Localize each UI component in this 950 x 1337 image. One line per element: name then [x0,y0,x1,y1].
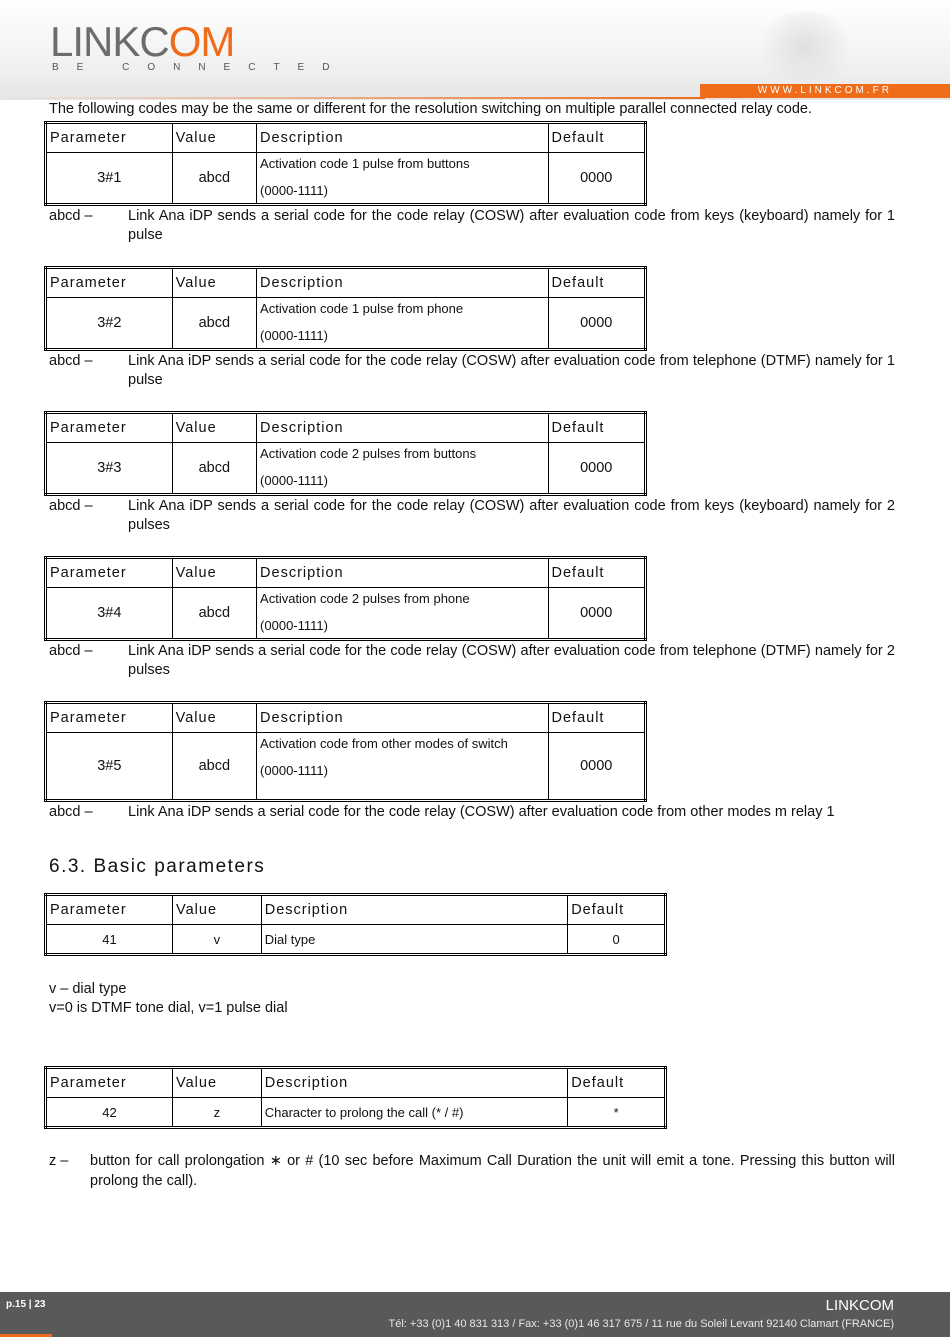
note-key: abcd – [49,353,93,369]
note-text: Link Ana iDP sends a serial code for the code relay (COSW) after evaluation code from telephone (DTMF) namely for 1 pulse [128,353,895,388]
logo-accent-text: OM [168,18,235,65]
table-header-row [46,895,666,925]
header-description: Description [261,895,567,925]
description-text: Activation code 2 pulses from phone [260,591,470,606]
header-value: Value [173,895,262,925]
header-description: Description [261,1068,567,1098]
table-header-row [46,703,646,733]
header-parameter: Parameter [46,895,173,925]
footer-company: LINKCOM [825,1297,894,1314]
header-divider [0,97,705,99]
header-default: Default [548,268,646,298]
page-number: p.15 | 23 [6,1299,46,1310]
header-description: Description [257,558,548,588]
header-description: Description [257,703,548,733]
cell-default: 0000 [548,298,646,350]
note-key: abcd – [49,804,93,820]
header-description: Description [257,413,548,443]
table-row [46,443,646,495]
header-value: Value [172,703,256,733]
description-text: Activation code 1 pulse from buttons [260,156,470,171]
header-description: Description [257,123,548,153]
param-table-3-2 [44,266,647,351]
cell-description [257,443,548,495]
table-header-row [46,558,646,588]
cell-parameter: 3#5 [46,733,173,801]
param-table-41 [44,893,667,956]
cell-default: 0 [568,925,666,955]
cell-value: abcd [172,733,256,801]
cell-value: abcd [172,298,256,350]
cell-parameter: 3#4 [46,588,173,640]
description-text: Activation code from other modes of switch [260,736,508,751]
cell-parameter: 3#2 [46,298,173,350]
table-header-row [46,268,646,298]
cell-value: v [173,925,262,955]
param-table-3-1 [44,121,647,206]
param-note [49,642,895,680]
param-table-3-4 [44,556,647,641]
cell-default: 0000 [548,153,646,205]
note-text: Link Ana iDP sends a serial code for the code relay (COSW) after evaluation code from other modes m relay 1 [128,804,835,820]
cell-description: Dial type [261,925,567,955]
cell-value: abcd [172,153,256,205]
note-text: Link Ana iDP sends a serial code for the code relay (COSW) after evaluation code from keys (keyboard) namely for 2 pulses [128,498,895,533]
description-range: (0000-1111) [260,618,328,633]
param-note [49,497,895,535]
header-value: Value [172,558,256,588]
cell-description [257,733,548,801]
globe-decoration-icon [750,12,860,82]
table-header-row [46,1068,666,1098]
note-key: abcd – [49,208,93,224]
logo-tagline: BE CONNECTED [52,62,348,73]
header-default: Default [548,413,646,443]
note-text: Link Ana iDP sends a serial code for the code relay (COSW) after evaluation code from keys (keyboard) namely for 1 pulse [128,208,895,243]
header-parameter: Parameter [46,123,173,153]
page-header [0,0,950,100]
table-row [46,733,646,801]
description-text: Activation code 2 pulses from buttons [260,446,477,461]
note-key: abcd – [49,643,93,659]
table-header-row [46,413,646,443]
header-description: Description [257,268,548,298]
cell-description [257,153,548,205]
website-url: WWW.LINKCOM.FR [757,85,892,96]
cell-value: abcd [172,588,256,640]
page-footer [0,1292,950,1337]
cell-parameter: 41 [46,925,173,955]
dial-note-line: v=0 is DTMF tone dial, v=1 pulse dial [49,1000,288,1016]
description-range: (0000-1111) [260,183,328,198]
header-value: Value [172,268,256,298]
z-note [49,1151,895,1191]
header-default: Default [548,123,646,153]
param-table-3-5 [44,701,647,802]
header-value: Value [172,123,256,153]
table-header-row [46,123,646,153]
param-note [49,803,895,822]
intro-paragraph: The following codes may be the same or different for the resolution switching on multiple parallel connected relay code. [49,101,813,117]
param-note [49,352,895,390]
cell-default: 0000 [548,443,646,495]
header-value: Value [172,413,256,443]
param-note [49,207,895,245]
param-table-3-3 [44,411,647,496]
section-heading: 6.3. Basic parameters [49,856,266,877]
logo-main-text: LINKC [50,18,169,65]
description-range: (0000-1111) [260,328,328,343]
table-row [46,1098,666,1128]
cell-parameter: 3#3 [46,443,173,495]
cell-parameter: 42 [46,1098,173,1128]
cell-description [257,588,548,640]
cell-description [257,298,548,350]
header-default: Default [548,703,646,733]
header-default: Default [568,1068,666,1098]
param-table-42 [44,1066,667,1129]
table-row [46,925,666,955]
table-row [46,588,646,640]
cell-default: 0000 [548,588,646,640]
header-parameter: Parameter [46,268,173,298]
header-parameter: Parameter [46,558,173,588]
description-text: Activation code 1 pulse from phone [260,301,464,316]
header-default: Default [548,558,646,588]
dial-note-line: v – dial type [49,981,127,997]
company-logo [50,18,234,66]
note-text: button for call prolongation ∗ or # (10 sec before Maximum Call Duration the unit will emit a tone. Pressing this button will prolong the call). [90,1153,895,1189]
cell-value: abcd [172,443,256,495]
header-parameter: Parameter [46,703,173,733]
note-key: z – [49,1153,69,1169]
cell-description: Character to prolong the call (* / #) [261,1098,567,1128]
cell-default: 0000 [548,733,646,801]
header-parameter: Parameter [46,413,173,443]
table-row [46,153,646,205]
description-range: (0000-1111) [260,473,328,488]
cell-value: z [173,1098,262,1128]
table-row [46,298,646,350]
note-key: abcd – [49,498,93,514]
note-text: Link Ana iDP sends a serial code for the code relay (COSW) after evaluation code from telephone (DTMF) namely for 2 pulses [128,643,895,678]
cell-parameter: 3#1 [46,153,173,205]
document-body [49,100,895,1191]
header-parameter: Parameter [46,1068,173,1098]
header-default: Default [568,895,666,925]
description-range: (0000-1111) [260,763,328,778]
footer-contact: Tél: +33 (0)1 40 831 313 / Fax: +33 (0)1 46 317 675 / 11 rue du Soleil Levant 92140 Clamart (FRANCE) [388,1318,894,1330]
header-value: Value [173,1068,262,1098]
cell-default: * [568,1098,666,1128]
